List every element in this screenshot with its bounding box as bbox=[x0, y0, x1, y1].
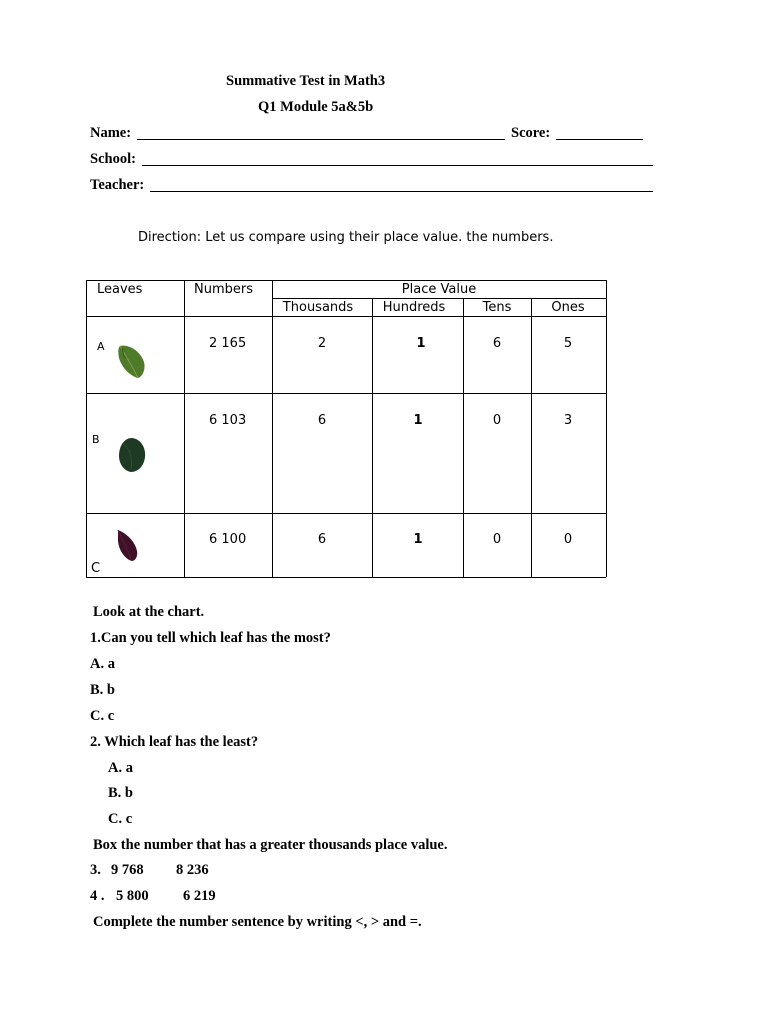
q1-option-c[interactable]: C. c bbox=[90, 708, 115, 724]
header-ones: Ones bbox=[551, 300, 585, 315]
question-number: 4 . bbox=[90, 888, 105, 904]
look-instruction: Look at the chart. bbox=[93, 604, 205, 620]
table-header-bottom bbox=[86, 316, 606, 317]
table-column-divider bbox=[463, 298, 464, 577]
tens-value: 6 bbox=[492, 336, 502, 351]
score-label: Score: bbox=[511, 125, 551, 141]
header-numbers: Numbers bbox=[194, 282, 253, 297]
header-tens: Tens bbox=[482, 300, 512, 315]
school-label: School: bbox=[90, 151, 136, 167]
q2-option-a[interactable]: A. a bbox=[108, 760, 133, 776]
box-instruction: Box the number that has a greater thousands place value. bbox=[93, 837, 448, 853]
hundreds-value: 1 bbox=[413, 532, 423, 547]
table-row-divider bbox=[86, 513, 606, 514]
row-label: B bbox=[92, 433, 100, 446]
table-border-right bbox=[606, 280, 607, 577]
table-subheader-line bbox=[272, 298, 606, 299]
table-row-divider bbox=[86, 393, 606, 394]
thousands-value: 6 bbox=[317, 413, 327, 428]
question-number: 3. bbox=[90, 862, 101, 878]
thousands-value: 2 bbox=[317, 336, 327, 351]
q2-option-c[interactable]: C. c bbox=[108, 811, 133, 827]
table-border-bottom bbox=[86, 577, 606, 578]
number-value: 6 100 bbox=[209, 532, 247, 547]
worksheet-subtitle: Q1 Module 5a&5b bbox=[258, 99, 374, 115]
header-thousands: Thousands bbox=[282, 300, 354, 315]
teacher-label: Teacher: bbox=[90, 177, 145, 193]
question-1: 1.Can you tell which leaf has the most? bbox=[90, 630, 331, 646]
q2-option-b[interactable]: B. b bbox=[108, 785, 133, 801]
purple-leaf-icon bbox=[113, 527, 141, 563]
q3-number-b[interactable]: 8 236 bbox=[176, 862, 209, 878]
name-label: Name: bbox=[90, 125, 132, 141]
question-2: 2. Which leaf has the least? bbox=[90, 734, 259, 750]
dark-green-leaf-icon bbox=[117, 436, 147, 474]
row-label: C bbox=[91, 561, 101, 576]
table-border-left bbox=[86, 280, 87, 577]
row-label: A bbox=[97, 340, 105, 353]
header-place-value: Place Value bbox=[401, 282, 477, 297]
ones-value: 5 bbox=[563, 336, 573, 351]
thousands-value: 6 bbox=[317, 532, 327, 547]
direction-text: Direction: Let us compare using their place value. the numbers. bbox=[138, 230, 554, 245]
table-border-top bbox=[86, 280, 606, 281]
green-leaf-icon bbox=[114, 342, 148, 380]
table-column-divider bbox=[184, 280, 185, 577]
hundreds-value: 1 bbox=[413, 413, 423, 428]
worksheet-title: Summative Test in Math3 bbox=[226, 73, 386, 89]
teacher-field[interactable] bbox=[150, 191, 653, 192]
q1-option-a[interactable]: A. a bbox=[90, 656, 115, 672]
school-field[interactable] bbox=[142, 165, 653, 166]
ones-value: 0 bbox=[563, 532, 573, 547]
score-field[interactable] bbox=[556, 139, 643, 140]
tens-value: 0 bbox=[492, 532, 502, 547]
header-leaves: Leaves bbox=[97, 282, 143, 297]
ones-value: 3 bbox=[563, 413, 573, 428]
hundreds-value: 1 bbox=[416, 336, 426, 351]
complete-instruction: Complete the number sentence by writing <, > and =. bbox=[93, 914, 422, 930]
table-column-divider bbox=[372, 298, 373, 577]
name-field[interactable] bbox=[137, 139, 505, 140]
q1-option-b[interactable]: B. b bbox=[90, 682, 115, 698]
table-column-divider bbox=[272, 280, 273, 577]
q4-number-a[interactable]: 5 800 bbox=[116, 888, 149, 904]
tens-value: 0 bbox=[492, 413, 502, 428]
q4-number-b[interactable]: 6 219 bbox=[183, 888, 216, 904]
header-hundreds: Hundreds bbox=[382, 300, 446, 315]
table-column-divider bbox=[531, 298, 532, 577]
q3-number-a[interactable]: 9 768 bbox=[111, 862, 144, 878]
number-value: 6 103 bbox=[209, 413, 247, 428]
number-value: 2 165 bbox=[209, 336, 247, 351]
